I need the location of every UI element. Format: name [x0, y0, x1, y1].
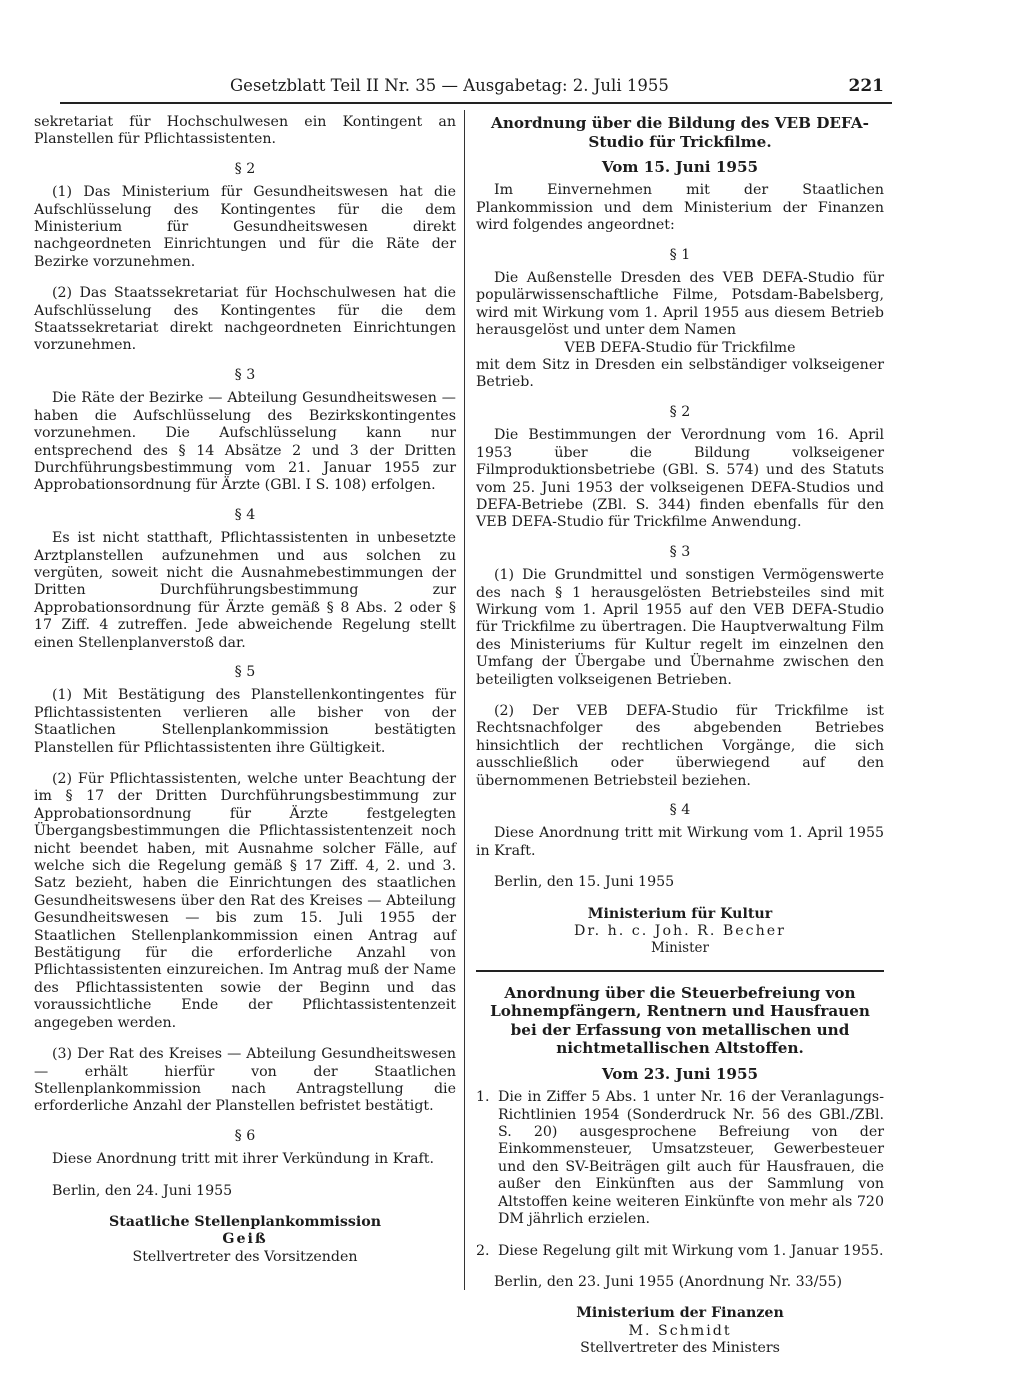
list-item-number: 1.: [476, 1089, 490, 1106]
page-header: [60, 72, 892, 104]
column-divider: [464, 110, 465, 1290]
ordinance-1-section-heading-2: § 2: [669, 403, 691, 420]
section-heading-6: § 6: [234, 1127, 256, 1144]
section-4-paragraph: Es ist nicht statthaft, Pflichtassistenten in unbesetzte Arztplanstellen aufzunehmen und aus solchen zu vergüten, soweit nicht die Ausnahmebestimmungen der Dritten Durchführungsbestimmung zur Approbationsordnung für Ärzte gemäß § 8 Abs. 2 oder § 17 Ziff. 4 zutreffen. Jede abweichende Regelung stellt einen Stellenplanverstoß dar.: [34, 530, 456, 651]
page-number: 221: [848, 76, 884, 96]
signer-role: Stellvertreter des Vorsitzenden: [132, 1248, 358, 1265]
header-title: Gesetzblatt Teil II Nr. 35 — Ausgabetag: 2. Juli 1955: [230, 76, 669, 95]
ordinance-1-authority: Ministerium für Kultur: [587, 905, 773, 922]
ordinance-2-authority: Ministerium der Finanzen: [576, 1305, 784, 1322]
section-2-paragraph-1: (1) Das Ministerium für Gesundheitswesen hat die Aufschlüsselung des Kontingentes für die dem Ministerium für Gesundheitswesen direkt nachgeordneten Einrichtungen und für die Räte der Bezirke vorzunehmen.: [34, 184, 456, 270]
ordinance-1-signer-role: Minister: [651, 940, 709, 957]
ordinance-1-section-heading-3: § 3: [669, 543, 691, 560]
ordinance-1-section-1-paragraph-1: Die Außenstelle Dresden des VEB DEFA-Studio für populärwissenschaftliche Filme, Potsdam-Babelsberg, wird mit Wirkung vom 1. April 1955 aus diesem Betrieb herausgelöst und unter dem Namen: [476, 270, 884, 339]
ordinance-1-signer: Dr. h. c. Joh. R. Becher: [574, 923, 786, 940]
place-date: Berlin, den 24. Juni 1955: [52, 1182, 233, 1199]
section-5-paragraph-2: (2) Für Pflichtassistenten, welche unter Beachtung der im § 17 der Dritten Durchführungsbestimmung zur Approbationsordnung für Ärzte festgelegten Übergangsbestimmungen die Pflichtassistentenzeit noch nicht beendet haben, mit Ausnahme solcher Fälle, auf welche sich die Regelung gemäß § 17 Ziff. 4, 2. und 3. Satz bezieht, haben die Einrichtungen des staatlichen Gesundheitswesens über den Rat des Kreises — Abteilung Gesundheitswesen — bis zum 15. Juli 1955 der Staatlichen Stellenplankommission einen Antrag auf Bestätigung für die erforderliche Anzahl von Pflichtassistenten einzureichen. Im Antrag muß der Name des Pflichtassistenten sowie der Beginn und das voraussichtliche Ende der Pflichtassistentenzeit angegeben werden.: [34, 771, 456, 1031]
ordinance-1-section-heading-1: § 1: [669, 246, 691, 263]
ordinance-1-section-2-paragraph: Die Bestimmungen der Verordnung vom 16. April 1953 über die Bildung volkseigener Filmproduktionsbetriebe (GBl. S. 574) und des Statuts vom 25. Juni 1953 der volkseigenen DEFA-Studios und DEFA-Betriebe (ZBl. S. 344) finden ebenfalls für den VEB DEFA-Studio für Trickfilme Anwendung.: [476, 427, 884, 531]
ordinance-2-date: Vom 23. Juni 1955: [601, 1064, 759, 1083]
section-5-paragraph-3: (3) Der Rat des Kreises — Abteilung Gesundheitswesen — erhält hierfür von der Staatlichen Stellenplankommission nach Antragstellung die erforderliche Anzahl der Planstellen befristet bestätigt.: [34, 1046, 456, 1115]
intro-paragraph: sekretariat für Hochschulwesen ein Kontingent an Planstellen für Pflichtassistenten.: [34, 114, 456, 148]
ordinance-1-place-date: Berlin, den 15. Juni 1955: [494, 874, 675, 891]
section-3-paragraph: Die Räte der Bezirke — Abteilung Gesundheitswesen — haben die Aufschlüsselung des Bezirkskontingentes vorzunehmen. Die Aufschlüsselung kann nur entsprechend des § 14 Absätze 2 und 3 der Dritten Durchführungsbestimmung vom 21. Januar 1955 zur Approbationsordnung für Ärzte (GBl. I S. 108) erfolgen.: [34, 390, 456, 494]
section-heading-5: § 5: [234, 663, 256, 680]
ordinance-1-title: Anordnung über die Bildung des VEB DEFA-Studio für Trickfilme.: [491, 114, 869, 151]
section-6-paragraph: Diese Anordnung tritt mit ihrer Verkündung in Kraft.: [52, 1151, 434, 1168]
ordinance-1-section-1-paragraph-2: mit dem Sitz in Dresden ein selbständiger volkseigener Betrieb.: [476, 357, 884, 391]
list-item-text: Diese Regelung gilt mit Wirkung vom 1. Januar 1955.: [498, 1242, 884, 1259]
ordinance-1-section-4-paragraph: Diese Anordnung tritt mit Wirkung vom 1. April 1955 in Kraft.: [476, 825, 884, 859]
ordinance-2-place-date: Berlin, den 23. Juni 1955 (Anordnung Nr. 33/55): [494, 1273, 843, 1290]
section-2-paragraph-2: (2) Das Staatssekretariat für Hochschulwesen hat die Aufschlüsselung des Kontingentes für die dem Staatssekretariat direkt nachgeordneten Einrichtungen vorzunehmen.: [34, 285, 456, 354]
ordinance-1-section-3-paragraph-2: (2) Der VEB DEFA-Studio für Trickfilme ist Rechtsnachfolger des abgebenden Betriebes hinsichtlich der rechtlichen Vorgänge, die sich ausschließlich oder überwiegend auf den übernommenen Betriebsteil beziehen.: [476, 702, 884, 789]
signer-name: Geiß: [222, 1231, 268, 1248]
signing-authority: Staatliche Stellenplankommission: [108, 1213, 382, 1230]
ordinance-2-signer-role: Stellvertreter des Ministers: [580, 1340, 780, 1357]
ordinance-1-section-3-paragraph-1: (1) Die Grundmittel und sonstigen Vermögenswerte des nach § 1 herausgelösten Betriebsteiles sind mit Wirkung vom 1. April 1955 auf den VEB DEFA-Studio für Trickfilme zu übertragen. Die Hauptverwaltung Film des Ministeriums für Kultur regelt im einzelnen den Umfang der Übergabe und Übernahme zwischen den beteiligten volkseigenen Betrieben.: [476, 567, 884, 688]
list-item-number: 2.: [476, 1242, 490, 1259]
ordinance-1-date: Vom 15. Juni 1955: [601, 158, 759, 176]
ordinance-2-signer: M. Schmidt: [628, 1322, 732, 1339]
section-heading-2: § 2: [234, 160, 256, 177]
ordinance-separator: [476, 970, 884, 972]
ordinance-1-company-name: VEB DEFA-Studio für Trickfilme: [564, 339, 796, 356]
left-column: [34, 114, 456, 1266]
ordinance-2-title: Anordnung über die Steuerbefreiung von Lohnempfängern, Rentnern und Hausfrauen bei der Erfassung von metallischen und nichtmetallischen Altstoffen.: [490, 983, 870, 1058]
list-item: [476, 1243, 884, 1260]
list-item-text: Die in Ziffer 5 Abs. 1 unter Nr. 16 der Veranlagungs-Richtlinien 1954 (Sonderdruck Nr. 56 des GBl./ZBl. S. 20) ausgesprochene Befreiung von der Einkommensteuer, Umsatzsteuer, Gewerbesteuer und den SV-Beiträgen gilt auch für Hausfrauen, die außer den Einkünften aus der Sammlung von Altstoffen keine weiteren Einkünfte von mehr als 720 DM jährlich erzielen.: [498, 1089, 884, 1228]
section-heading-4: § 4: [234, 506, 256, 523]
section-5-paragraph-1: (1) Mit Bestätigung des Planstellenkontingentes für Pflichtassistenten verlieren alle bisher von der Staatlichen Stellenplankommission bestätigten Planstellen für Pflichtassistenten ihre Gültigkeit.: [34, 687, 456, 756]
right-column: [476, 114, 884, 1358]
ordinance-1-section-heading-4: § 4: [669, 802, 691, 818]
ordinance-1-preamble: Im Einvernehmen mit der Staatlichen Plankommission und dem Ministerium der Finanzen wird folgendes angeordnet:: [476, 182, 884, 234]
section-heading-3: § 3: [234, 366, 256, 383]
list-item: [476, 1089, 884, 1228]
